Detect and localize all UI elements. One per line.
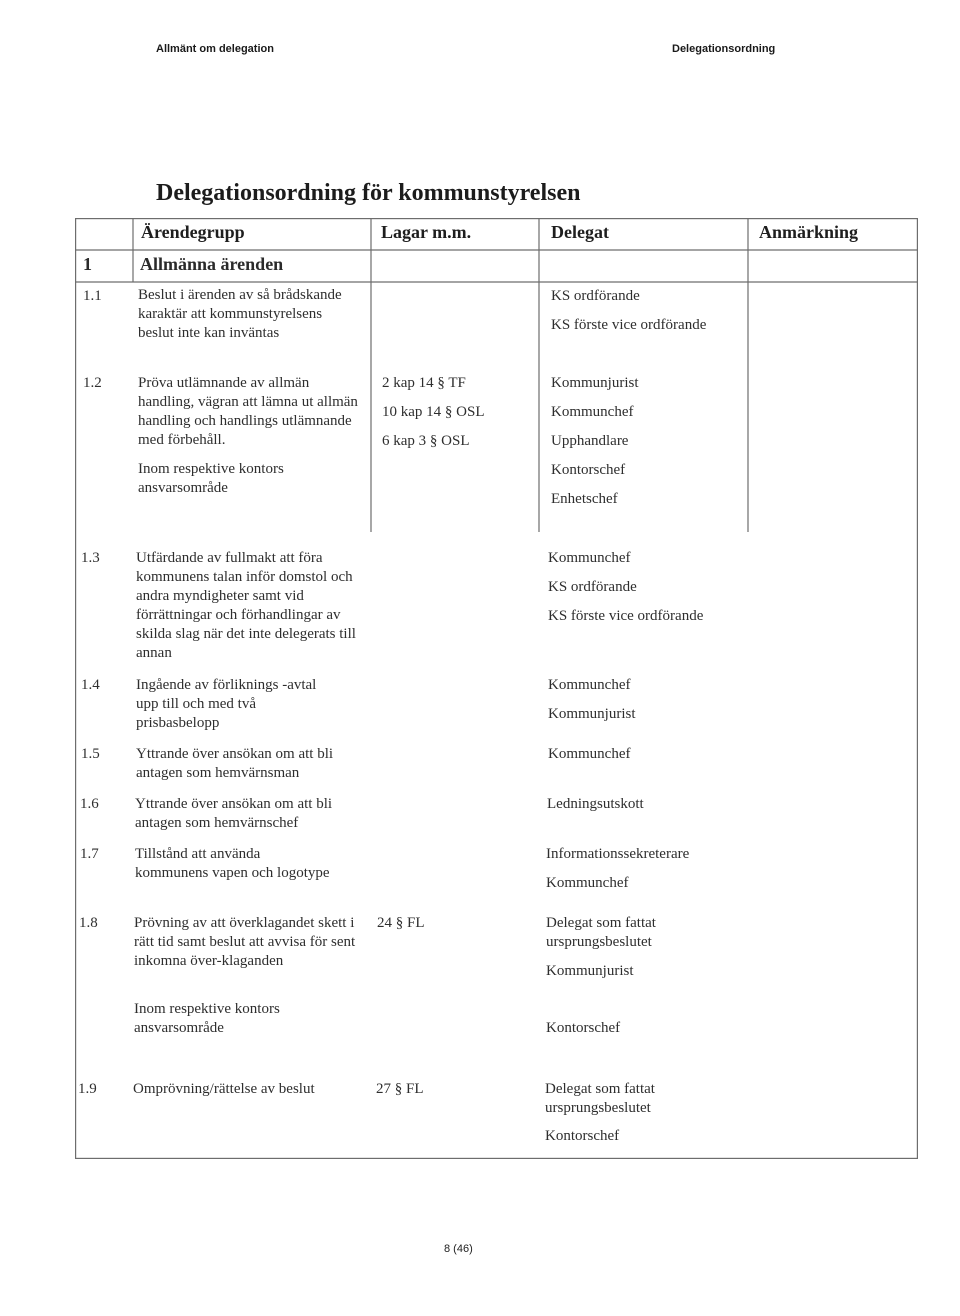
row-text: Pröva utlämnande av allmän handling, vägran att lämna ut allmän handling och handlings utlämnande med förbehåll. — [138, 375, 358, 448]
delegate: KS ordförande — [548, 579, 637, 595]
delegate: Kommunchef — [548, 677, 631, 693]
delegate: Ledningsutskott — [547, 796, 644, 812]
page-number: 8 (46) — [444, 1243, 473, 1255]
row-text: Ingående av förliknings -avtal upp till och med två prisbasbelopp — [136, 677, 317, 731]
row-text: Beslut i ärenden av så brådskande karaktär att kommunstyrelsens beslut inte kan inväntas — [138, 287, 342, 341]
row-number: 1.5 — [81, 746, 100, 762]
column-header-lagar: Lagar m.m. — [381, 222, 472, 242]
row-laws — [377, 914, 527, 943]
row-note: Inom respektive kontors ansvarsområde — [138, 461, 284, 496]
section-number: 1 — [83, 254, 92, 274]
row-text: Prövning av att överklagandet skett i rätt tid samt beslut att avvisa för sent inkomna över-klaganden — [134, 915, 356, 969]
delegate: Kommunjurist — [548, 706, 636, 722]
row-delegates — [547, 795, 747, 824]
row-text: Yttrande över ansökan om att bli antagen som hemvärnschef — [135, 796, 333, 831]
column-header-delegat: Delegat — [551, 222, 609, 242]
column-header-anmarkning: Anmärkning — [759, 222, 859, 242]
row-delegates — [551, 374, 751, 519]
delegate: Kommunjurist — [546, 963, 634, 979]
law-reference: 6 kap 3 § OSL — [382, 433, 470, 449]
row-number: 1.9 — [78, 1081, 97, 1097]
row-number: 1.6 — [80, 796, 99, 812]
row-number: 1.8 — [79, 915, 98, 931]
delegate: Kontorschef — [545, 1128, 620, 1144]
delegate: Delegat som fattat ursprungsbeslutet — [546, 915, 656, 950]
row-number: 1.2 — [83, 375, 102, 391]
row-text: Omprövning/rättelse av beslut — [133, 1081, 315, 1097]
row-text: Utfärdande av fullmakt att föra kommunens talan inför domstol och andra myndigheter samt vid förrättningar och förhandlingar av skilda slag när det inte delegerats till annan — [136, 550, 356, 661]
delegate: Upphandlare — [551, 433, 629, 449]
row-number: 1.7 — [80, 846, 99, 862]
delegate: Kommunchef — [551, 404, 634, 420]
section-title: Allmänna ärenden — [140, 254, 284, 274]
delegate: Informationssekreterare — [546, 846, 690, 862]
row-delegates — [548, 676, 748, 734]
row-delegates — [548, 549, 748, 636]
row-text: Tillstånd att använda kommunens vapen och logotype — [135, 846, 330, 881]
delegate: KS förste vice ordförande — [548, 608, 704, 624]
delegate: Kommunchef — [548, 746, 631, 762]
delegate: Kommunjurist — [551, 375, 639, 391]
delegate: KS förste vice ordförande — [551, 317, 707, 333]
row-delegates — [546, 845, 766, 903]
delegate: Kontorschef — [546, 1020, 621, 1036]
row-number: 1.4 — [81, 677, 100, 693]
column-header-arendegrupp: Ärendegrupp — [141, 222, 245, 242]
row-note: Inom respektive kontors ansvarsområde — [134, 1001, 280, 1036]
row-text: Yttrande över ansökan om att bli antagen som hemvärnsman — [136, 746, 334, 781]
running-header-left: Allmänt om delegation — [156, 43, 274, 55]
page-title: Delegationsordning för kommunstyrelsen — [156, 180, 581, 206]
row-delegates — [551, 287, 751, 345]
law-reference: 24 § FL — [377, 915, 425, 931]
delegate: Delegat som fattat ursprungsbeslutet — [545, 1081, 655, 1116]
delegate: Enhetschef — [551, 491, 618, 507]
delegate: Kommunchef — [548, 550, 631, 566]
running-header-right: Delegationsordning — [672, 43, 776, 55]
delegate: Kontorschef — [551, 462, 626, 478]
delegate: Kommunchef — [546, 875, 629, 891]
law-reference: 2 kap 14 § TF — [382, 375, 466, 391]
row-delegates — [548, 745, 748, 774]
delegate: KS ordförande — [551, 288, 640, 304]
row-laws — [382, 374, 532, 461]
row-laws — [376, 1080, 526, 1109]
row-number: 1.3 — [81, 550, 100, 566]
row-number: 1.1 — [83, 288, 102, 304]
law-reference: 10 kap 14 § OSL — [382, 404, 485, 420]
law-reference: 27 § FL — [376, 1081, 424, 1097]
